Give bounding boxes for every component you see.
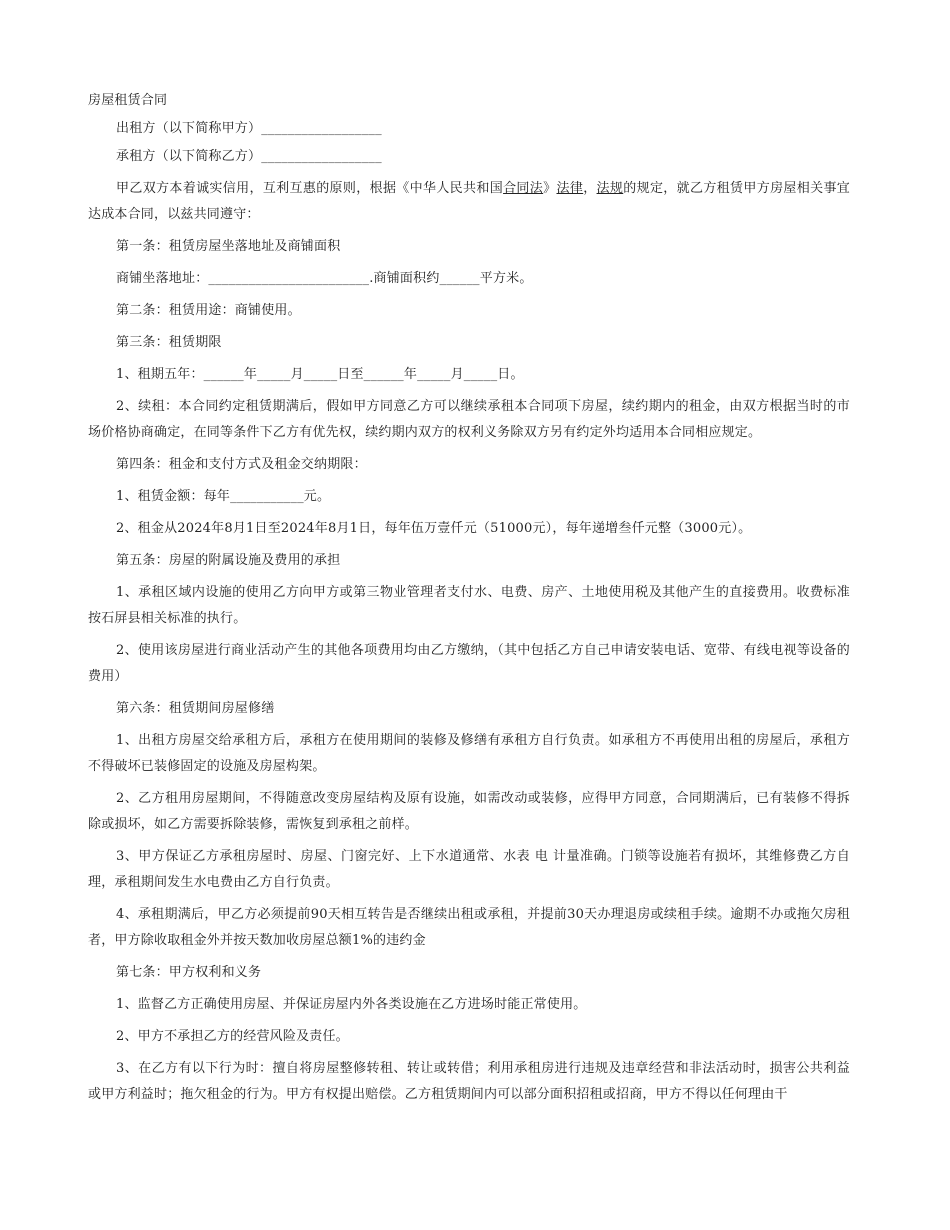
repair-clause-3: 3、甲方保证乙方承租房屋时、房屋、门窗完好、上下水道通常、水表 电 计量准确。门锁等设施若有损坏，其维修费乙方自理，承租期间发生水电费由乙方自行负责。	[88, 849, 850, 890]
preamble-text: ，	[583, 181, 597, 196]
renewal-clause: 2、续租：本合同约定租赁期满后，假如甲方同意乙方可以继续承租本合同项下房屋，续约期内的租金，由双方根据当时的市场价格协商确定，在同等条件下乙方有优先权，续约期内双方的权利义务除双方另有约定外均适用本合同相应规定。	[88, 399, 850, 440]
preamble-text: 》	[543, 181, 557, 196]
regulation-link[interactable]: 法规	[596, 181, 624, 196]
article-2-heading: 第二条：租赁用途：商铺使用。	[116, 303, 301, 318]
lessor-rights-clause-3: 3、在乙方有以下行为时：擅自将房屋整修转租、转让或转借；利用承租房进行违规及违章经营和非法活动时，损害公共利益或甲方利益时；拖欠租金的行为。甲方有权提出赔偿。乙方租赁期间内可以部分面积招租或招商，甲方不得以任何理由干	[88, 1061, 850, 1102]
lessor-line: 出租方（以下简称甲方）__________________	[116, 121, 382, 136]
article-6-heading: 第六条：租赁期间房屋修缮	[116, 701, 275, 716]
repair-clause-2: 2、乙方租用房屋期间，不得随意改变房屋结构及原有设施，如需改动或装修，应得甲方同意，合同期满后，已有装修不得拆除或损坏，如乙方需要拆除装修，需恢复到承租之前样。	[88, 791, 850, 832]
lease-term-clause: 1、租期五年：______年_____月_____日至______年_____月_____日。	[116, 367, 524, 382]
lessor-rights-clause-2: 2、甲方不承担乙方的经营风险及责任。	[116, 1029, 349, 1044]
preamble-text: 甲乙双方本着诚实信用，互利互惠的原则，根据《中华人民共和国	[116, 181, 504, 196]
article-5-heading: 第五条：房屋的附属设施及费用的承担	[116, 553, 341, 568]
business-fees-clause: 2、使用该房屋进行商业活动产生的其他各项费用均由乙方缴纳，（其中包括乙方自己申请安装电话、宽带、有线电视等设备的费用）	[88, 643, 850, 684]
article-7-heading: 第七条：甲方权利和义务	[116, 965, 262, 980]
shop-address-line: 商铺坐落地址：________________________.商铺面积约______平方米。	[116, 271, 533, 286]
preamble-text: 的规定，就乙方租赁甲方房屋相关事宜达成本合同，以兹共同遵守：	[88, 181, 851, 222]
rent-amount-clause: 1、租赁金额：每年___________元。	[116, 489, 331, 504]
article-3-heading: 第三条：租赁期限	[116, 335, 222, 350]
law-link[interactable]: 法律	[556, 181, 584, 196]
lessor-rights-clause-1: 1、监督乙方正确使用房屋、并保证房屋内外各类设施在乙方进场时能正常使用。	[116, 997, 587, 1012]
preamble-paragraph	[88, 176, 850, 228]
contract-law-link[interactable]: 合同法	[503, 181, 544, 196]
contract-body	[88, 88, 850, 1114]
rent-schedule-clause: 2、租金从2024年8月1日至2024年8月1日，每年伍万壹仟元（51000元），每年递增叁仟元整（3000元）。	[116, 521, 752, 536]
repair-clause-4: 4、承租期满后，甲乙方必须提前90天相互转告是否继续出租或承租，并提前30天办理退房或续租手续。逾期不办或拖欠房租者，甲方除收取租金外并按天数加收房屋总额1%的违约金	[88, 907, 850, 948]
utilities-clause: 1、承租区域内设施的使用乙方向甲方或第三物业管理者支付水、电费、房产、土地使用税及其他产生的直接费用。收费标准按石屏县相关标准的执行。	[88, 585, 850, 626]
article-1-heading: 第一条：租赁房屋坐落地址及商铺面积	[116, 239, 341, 254]
article-4-heading: 第四条：租金和支付方式及租金交纳期限：	[116, 457, 367, 472]
repair-clause-1: 1、出租方房屋交给承租方后，承租方在使用期间的装修及修缮有承租方自行负责。如承租方不再使用出租的房屋后，承租方不得破坏已装修固定的设施及房屋构架。	[88, 733, 850, 774]
document-title: 房屋租赁合同	[88, 93, 168, 108]
lessee-line: 承租方（以下简称乙方）__________________	[116, 149, 382, 164]
